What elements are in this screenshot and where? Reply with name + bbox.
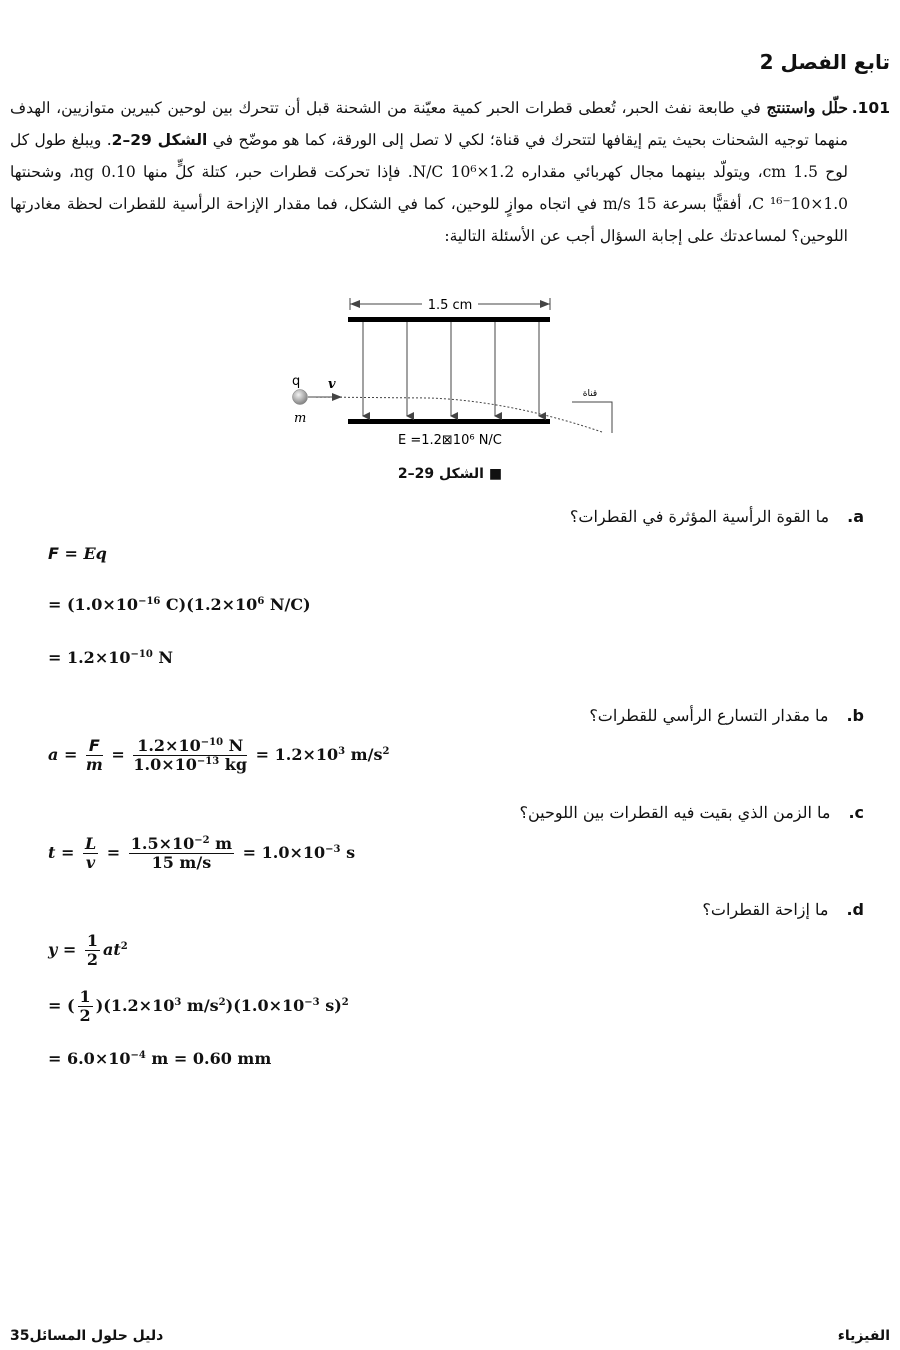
equation-time: t = $\frac{L}{v}$ = $\frac{1.5\times 10^{-2} m}{15 m/s}$ = $1.0\times 10^{-3}$ s (48, 834, 356, 872)
equation-force: F = Eq (48, 544, 107, 563)
velocity-label: v (328, 377, 336, 392)
ink-droplet (293, 390, 308, 405)
problem-number: 101. (851, 99, 890, 117)
question-d (702, 900, 864, 919)
figure-caption: ■ الشكل 29–2 (397, 466, 503, 482)
question-text: ما إزاحة القطرات؟ (702, 900, 829, 919)
bottom-plate (348, 419, 550, 424)
top-plate (348, 317, 550, 322)
footer-page-info (10, 1328, 177, 1344)
page-number: 35 (10, 1328, 30, 1344)
mass-label: m (294, 411, 307, 426)
guide-title: دليل حلول المسائل (29, 1328, 164, 1344)
charge-label: q (292, 374, 301, 389)
droplet-trajectory (308, 397, 602, 432)
question-letter: c. (848, 803, 864, 822)
channel (572, 402, 612, 433)
equation-force-sub: = ($1.0\times 10^{-16}$ $C)(1.2\times 10^6$ N/C) (48, 595, 311, 614)
equation-displacement-sub: = ( $\frac{1}{2}$ )($1.2\times 10^3$ $m/s^2)(1.0\times 10^{-3}$ s)$^2$ (48, 987, 349, 1025)
problem-statement (10, 92, 890, 252)
equation-acceleration: a = $\frac{F}{m}$ = $\frac{1.2\times 10^{-10} N}{1.0\times 10^{-13} kg}$ = $1.2\times 10^3$ $m/s^2$ (48, 736, 390, 774)
question-c (520, 803, 865, 822)
channel-label: قناة (582, 389, 598, 399)
footer-subject: الفيزياء (837, 1328, 890, 1344)
question-a (570, 507, 864, 526)
chapter-heading: تابع الفصل 2 (759, 50, 890, 74)
equation-displacement-result: = $6.0\times 10^{-4}$ m = 0.60 mm (48, 1049, 272, 1068)
question-text: ما الزمن الذي بقيت فيه القطرات بين اللوحين؟ (519, 803, 831, 822)
problem-lead: حلّل واستنتج (766, 98, 849, 117)
question-letter: b. (846, 706, 864, 725)
field-label: E =1.2⊠10⁶ N/C (398, 433, 502, 448)
question-text: ما القوة الرأسية المؤثرة في القطرات؟ (569, 507, 830, 526)
parallel-plates-figure (280, 290, 620, 450)
question-b (589, 706, 864, 725)
problem-text-1: في طابعة نفث الحبر، تُعطى قطرات الحبر كمية معيّنة من الشحنة قبل أن تتحرك بين لوحين كبيرين متوازيين، الهدف منهما توجيه الشحنات بحيث يتم إيقافها لتتحرك في قناة؛ لكي لا تصل إلى الورقة، كما هو موضّح في (10, 99, 849, 149)
length-label: 1.5 cm (427, 298, 473, 313)
equation-force-result: = $1.2\times 10^{-10}$ N (48, 648, 173, 667)
figure-reference: الشكل 29–2 (111, 131, 208, 149)
problem-text-2: . ويبلغ طول كل لوح 1.5 cm، ويتولّد بينهما مجال كهربائي مقداره 1.2×10⁶ N/C. فإذا تحركت قطرات حبر، كتلة كلٍّ منها 0.10 ng، وشحنتها 1.0×10⁻¹⁶ C، أفقيًّا بسرعة 15 m/s في اتجاه موازٍ للوحين، كما في الشكل، فما مقدار الإزاحة الرأسية للقطرات لحظة مغادرتها اللوحين؟ لمساعدتك على إجابة السؤال أجب عن الأسئلة التالية: (10, 131, 849, 245)
problem-body (10, 92, 848, 252)
field-arrows (363, 322, 539, 416)
question-letter: a. (847, 507, 864, 526)
question-letter: d. (846, 900, 864, 919)
equation-displacement: y = $\frac{1}{2}$ $at^2$ (48, 931, 128, 969)
question-text: ما مقدار التسارع الرأسي للقطرات؟ (589, 706, 829, 725)
